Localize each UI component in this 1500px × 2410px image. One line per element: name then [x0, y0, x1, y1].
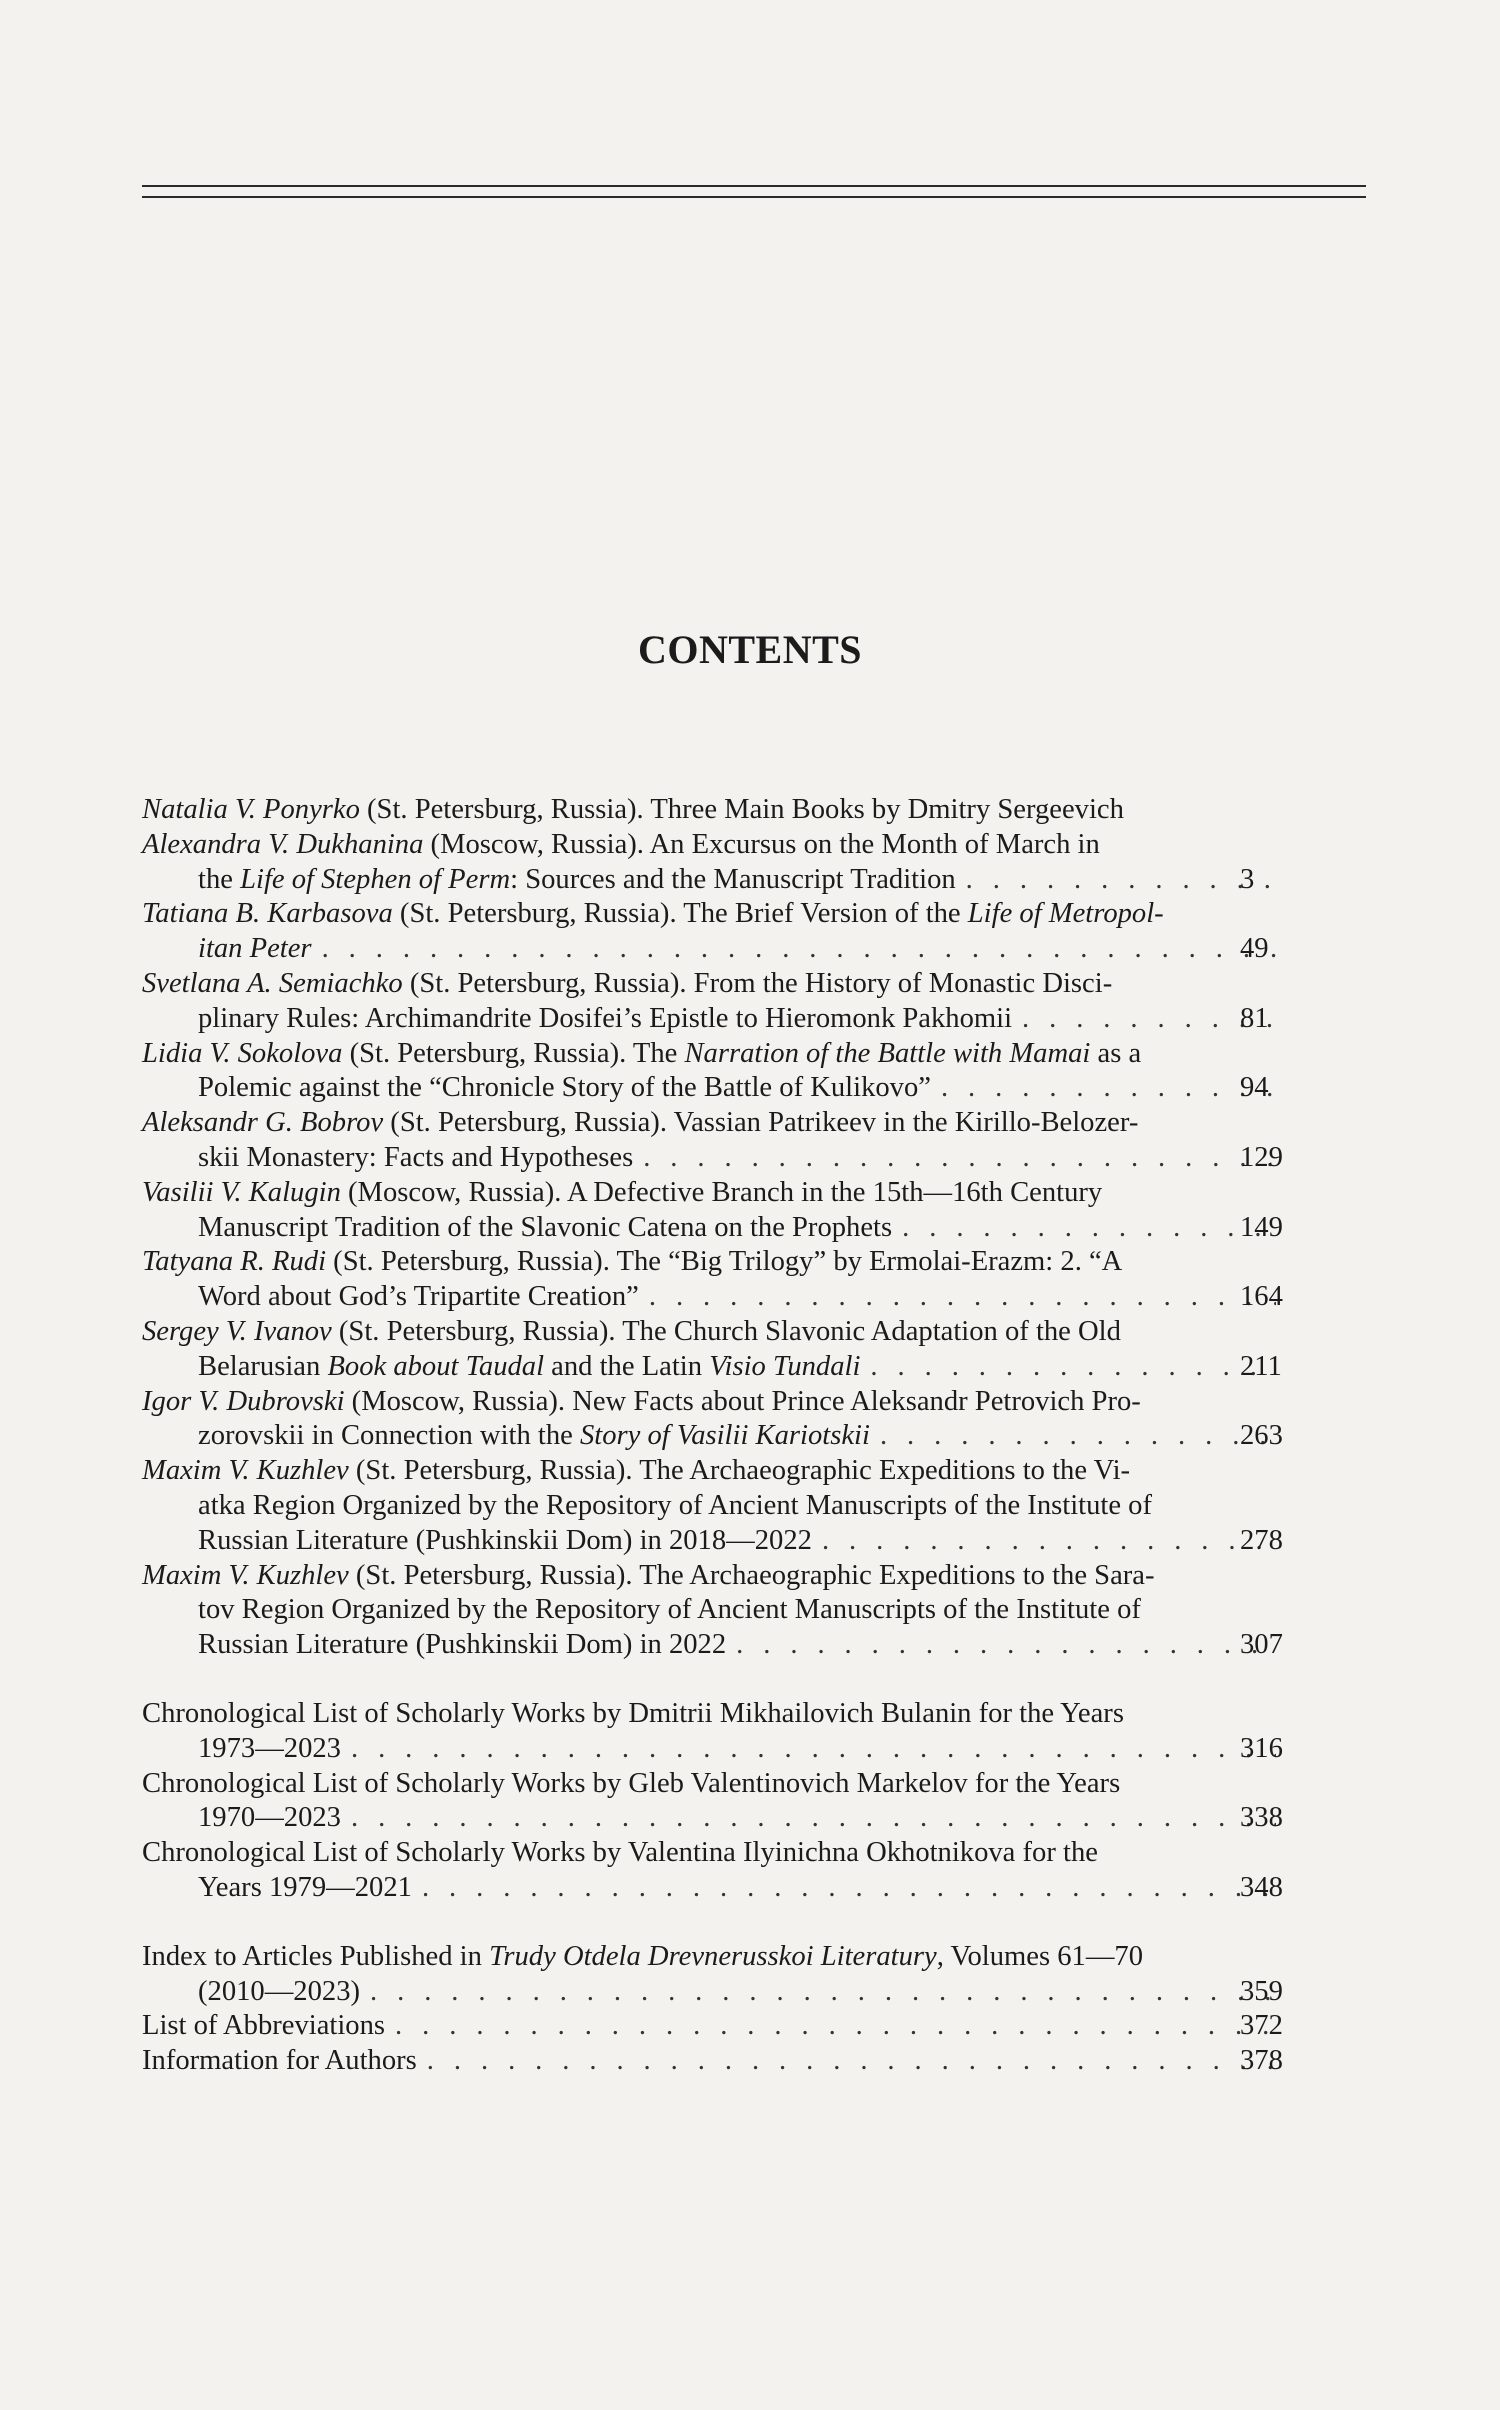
entry-author: Aleksandr G. Bobrov [142, 1107, 384, 1139]
leader-dots [966, 863, 1276, 898]
toc-entry [142, 1037, 1366, 1107]
entry-page-number: 49 [1240, 933, 1269, 965]
entry-title-italic: Story of Vasilii Kariotskii [580, 1420, 870, 1452]
toc-entry [142, 793, 1366, 828]
entry-title-italic: itan Peter [198, 933, 312, 965]
entry-title: Index to Articles Published in [142, 1940, 490, 1972]
entry-page-number: 378 [1240, 2045, 1283, 2077]
entry-title: (St. Petersburg, Russia). The Church Slavonic Adaptation of the Old [331, 1315, 1121, 1347]
toc-entry [142, 897, 1366, 967]
entry-title-italic: Narration of the Battle with Mamai [684, 1037, 1091, 1069]
entry-title-italic: Life of Metropol- [967, 898, 1164, 930]
leader-dots [736, 1628, 1276, 1663]
entry-title: (Moscow, Russia). A Defective Branch in the 15th—16th Century [340, 1176, 1103, 1208]
leader-dots [351, 1801, 1276, 1836]
toc-entry [142, 1559, 1366, 1663]
toc-entry [142, 1176, 1366, 1246]
leader-dots [822, 1524, 1276, 1559]
leader-dots [322, 932, 1276, 967]
entry-page-number: 307 [1240, 1629, 1283, 1661]
entry-title: (Moscow, Russia). New Facts about Prince Aleksandr Petrovich Pro- [344, 1385, 1141, 1417]
toc-entry [142, 1454, 1366, 1558]
leader-dots [1022, 1002, 1276, 1037]
toc-entry [142, 1106, 1366, 1176]
toc-entry [142, 1245, 1366, 1315]
entry-page-number: 316 [1240, 1732, 1283, 1764]
entry-title: (St. Petersburg, Russia). The Brief Version of the [392, 898, 968, 930]
entry-page-number: 94 [1240, 1072, 1269, 1104]
toc-list [142, 793, 1366, 2079]
entry-title: (St. Petersburg, Russia). Vassian Patrikeev in the Kirillo-Belozer- [383, 1107, 1139, 1139]
entry-title-cont: Years 1979—2021 [198, 1871, 412, 1903]
entry-title-italic: Life of Stephen of Perm [240, 863, 511, 895]
leader-dots [870, 1350, 1276, 1385]
leader-dots [880, 1419, 1276, 1454]
leader-dots [643, 1141, 1276, 1176]
entry-author: Maxim V. Kuzhlev [142, 1455, 349, 1487]
entry-author: Lidia V. Sokolova [142, 1037, 343, 1069]
entry-title-cont: (2010—2023) [198, 1975, 361, 2007]
entry-title: (St. Petersburg, Russia). The Archaeographic Expeditions to the Sara- [348, 1559, 1155, 1591]
top-rule [142, 185, 1366, 187]
entry-page-number: 338 [1240, 1802, 1283, 1834]
entry-title: Chronological List of Scholarly Works by Valentina Ilyinichna Okhotnikova for the [142, 1837, 1098, 1869]
toc-entry [142, 1697, 1366, 1767]
entry-title: as a [1090, 1037, 1142, 1069]
entry-page-number: 211 [1240, 1350, 1282, 1382]
entry-title: List of Abbreviations [142, 2010, 386, 2042]
leader-dots [370, 1975, 1276, 2010]
entry-author: Alexandra V. Dukhanina [142, 828, 424, 860]
top-rule-double [142, 196, 1366, 198]
leader-dots [351, 1732, 1276, 1767]
entry-title: , Volumes 61—70 [936, 1940, 1144, 1972]
entry-author: Tatyana R. Rudi [142, 1246, 327, 1278]
leader-dots [395, 2009, 1276, 2044]
entry-page-number: 81 [1240, 1002, 1269, 1034]
toc-entry [142, 1767, 1366, 1837]
entry-page-number: 3 [1240, 863, 1255, 895]
entry-title-cont: Manuscript Tradition of the Slavonic Catena on the Prophets [198, 1211, 893, 1243]
entry-title-cont: tov Region Organized by the Repository of Ancient Manuscripts of the Institute of [198, 1594, 1141, 1626]
toc-entry [142, 1940, 1366, 2010]
entry-title-italic: Trudy Otdela Drevnerusskoi Literatury [489, 1940, 937, 1972]
entry-author: Igor V. Dubrovski [142, 1385, 345, 1417]
entry-title: (St. Petersburg, Russia). From the History of Monastic Disci- [402, 967, 1113, 999]
entry-page-number: 129 [1240, 1141, 1283, 1173]
entry-title: (St. Petersburg, Russia). The Archaeographic Expeditions to the Vi- [348, 1455, 1131, 1487]
page-title: CONTENTS [637, 627, 863, 672]
leader-dots [427, 2044, 1276, 2079]
entry-title-cont: Polemic against the “Chronicle Story of the Battle of Kulikovo” [198, 1072, 931, 1104]
entry-author: Tatiana B. Karbasova [142, 898, 393, 930]
leader-dots [649, 1280, 1276, 1315]
entry-title-cont: Russian Literature (Pushkinskii Dom) in 2018—2022 [198, 1524, 812, 1556]
toc-entry [142, 967, 1366, 1037]
entry-title-cont: Belarusian [198, 1350, 328, 1382]
entry-author: Natalia V. Ponyrko [142, 794, 360, 825]
entry-author: Sergey V. Ivanov [142, 1315, 332, 1347]
leader-dots [422, 1871, 1276, 1906]
entry-title-cont: plinary Rules: Archimandrite Dosifei’s Epistle to Hieromonk Pakhomii [198, 1002, 1013, 1034]
entry-page-number: 263 [1240, 1420, 1283, 1452]
entry-title-italic: Book about Taudal [327, 1350, 545, 1382]
entry-author: Vasilii V. Kalugin [142, 1176, 341, 1208]
entry-title-cont: atka Region Organized by the Repository of Ancient Manuscripts of the Institute of [198, 1489, 1152, 1521]
entry-author: Svetlana A. Semiachko [142, 967, 403, 999]
entry-title-cont: 1970—2023 [198, 1802, 341, 1834]
entry-title: (St. Petersburg, Russia). The [342, 1037, 685, 1069]
toc-entry [142, 1315, 1366, 1385]
toc-entry [142, 2009, 1366, 2044]
entry-author: Maxim V. Kuzhlev [142, 1559, 349, 1591]
entry-title-cont: zorovskii in Connection with the [198, 1420, 580, 1452]
toc-entry [142, 1385, 1366, 1455]
entry-page-number: 348 [1240, 1871, 1283, 1903]
entry-title: Chronological List of Scholarly Works by Dmitrii Mikhailovich Bulanin for the Years [142, 1697, 1124, 1729]
toc-entry [142, 828, 1366, 898]
entry-title-cont: : Sources and the Manuscript Tradition [510, 863, 956, 895]
entry-page-number: 278 [1240, 1524, 1283, 1556]
entry-page-number: 359 [1240, 1975, 1283, 2007]
entry-title-cont: Word about God’s Tripartite Creation” [198, 1281, 639, 1313]
entry-page-number: 164 [1240, 1281, 1283, 1313]
entry-title-cont: 1973—2023 [198, 1732, 341, 1764]
entry-title-cont: the [198, 863, 241, 895]
toc-entry [142, 1836, 1366, 1906]
entry-title: Information for Authors [142, 2045, 417, 2077]
entry-title-cont: Russian Literature (Pushkinskii Dom) in 2022 [198, 1629, 727, 1661]
toc-entry [142, 2044, 1366, 2079]
entry-page-number: 372 [1240, 2010, 1283, 2042]
entry-title: (Moscow, Russia). An Excursus on the Month of March in [423, 828, 1100, 860]
entry-title-cont: skii Monastery: Facts and Hypotheses [198, 1141, 634, 1173]
entry-page-number: 149 [1240, 1211, 1283, 1243]
entry-title-cont: and the Latin [544, 1350, 710, 1382]
entry-title: Chronological List of Scholarly Works by Gleb Valentinovich Markelov for the Years [142, 1767, 1121, 1799]
entry-title: (St. Petersburg, Russia). The “Big Trilogy” by Ermolai-Erazm: 2. “A [326, 1246, 1123, 1278]
entry-title: (St. Petersburg, Russia). Three Main Books by Dmitry Sergeevich [359, 794, 1124, 825]
leader-dots [902, 1211, 1276, 1246]
entry-title-italic: Visio Tundali [709, 1350, 861, 1382]
leader-dots [941, 1071, 1276, 1106]
